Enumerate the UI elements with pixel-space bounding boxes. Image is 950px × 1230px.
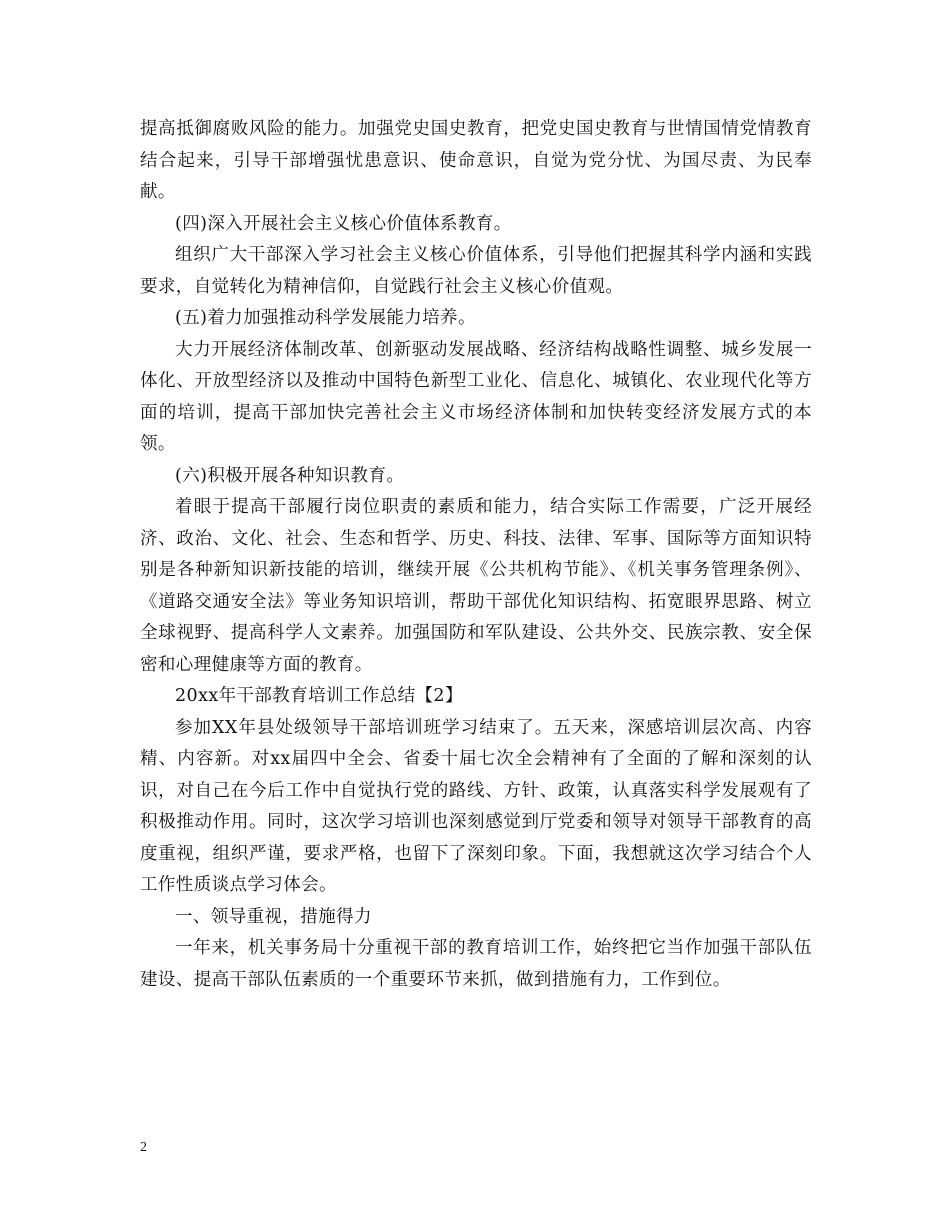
section-heading: (四)深入开展社会主义核心价值体系教育。 <box>175 213 512 234</box>
paragraph: 参加XX年县处级领导干部培训班学习结束了。五天来，深感培训层次高、内容精、内容新。对xx届四中全会、省委十届七次全会精神有了全面的了解和深刻的认识，对自己在今后工作中自觉执行党的路线、方针、政策，认真落实科学发展观有了积极推动作用。同时，这次学习培训也深刻感觉到厅党委和领导对领导干部教育的高度重视，组织严谨，要求严格，也留下了深刻印象。下面，我想就这次学习结合个人工作性质谈点学习体会。 <box>140 717 812 895</box>
paragraph: 一年来，机关事务局十分重视干部的教育培训工作，始终把它当作加强干部队伍建设、提高干部队伍素质的一个重要环节来抓，做到措施有力，工作到位。 <box>140 938 812 990</box>
paragraph: 大力开展经济体制改革、创新驱动发展战略、经济结构战略性调整、城乡发展一体化、开放型经济以及推动中国特色新型工业化、信息化、城镇化、农业现代化等方面的培训，提高干部加快完善社会主义市场经济体制和加快转变经济发展方式的本领。 <box>140 339 812 454</box>
section-heading: (六)积极开展各种知识教育。 <box>175 465 405 486</box>
paragraph: 着眼于提高干部履行岗位职责的素质和能力，结合实际工作需要，广泛开展经济、政治、文化、社会、生态和哲学、历史、科技、法律、军事、国际等方面知识特别是各种新知识新技能的培训，继续开展《公共机构节能》、《机关事务管理条例》、《道路交通安全法》等业务知识培训，帮助干部优化知识结构、拓宽眼界思路、树立全球视野、提高科学人文素养。加强国防和军队建设、公共外交、民族宗教、安全保密和心理健康等方面的教育。 <box>140 497 812 675</box>
article-title: 20xx年干部教育培训工作总结【2】 <box>175 686 463 706</box>
paragraph: 提高抵御腐败风险的能力。加强党史国史教育，把党史国史教育与世情国情党情教育结合起来，引导干部增强忧患意识、使命意识，自觉为党分忧、为国尽责、为民奉献。 <box>140 119 812 202</box>
section-heading: 一、领导重视，措施得力 <box>175 906 372 927</box>
paragraph: 组织广大干部深入学习社会主义核心价值体系，引导他们把握其科学内涵和实践要求，自觉转化为精神信仰，自觉践行社会主义核心价值观。 <box>140 245 812 297</box>
document-body <box>140 114 812 996</box>
section-heading: (五)着力加强推动科学发展能力培养。 <box>175 308 476 328</box>
page-number: 2 <box>140 1140 147 1155</box>
